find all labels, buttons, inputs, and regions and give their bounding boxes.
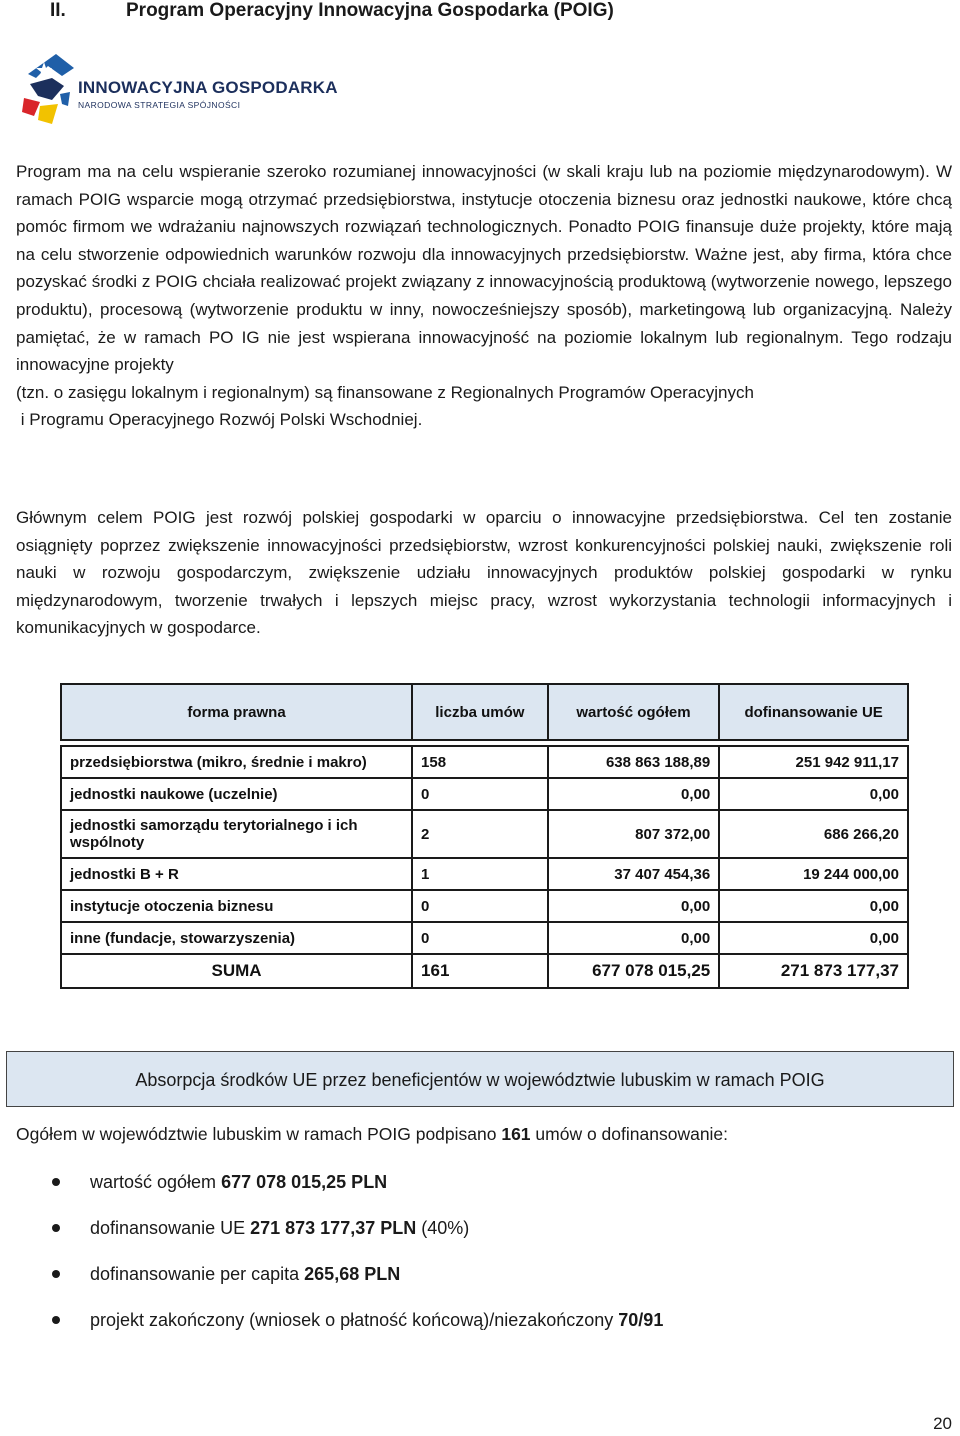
section-number: II. (50, 0, 66, 21)
table-cell: 19 244 000,00 (719, 858, 908, 890)
header-cell: dofinansowanie UE (719, 684, 908, 740)
header-cell: wartość ogółem (548, 684, 720, 740)
list-item (0, 1163, 960, 1209)
list-item (0, 1255, 960, 1301)
page-number: 20 (933, 1414, 952, 1433)
table-cell: 0 (412, 890, 548, 922)
bullet-icon (52, 1178, 60, 1186)
table-cell: 251 942 911,17 (719, 746, 908, 778)
table-cell: 0,00 (548, 890, 720, 922)
table-row (61, 858, 908, 890)
header-cell: forma prawna (61, 684, 412, 740)
table-sum-row (61, 954, 908, 988)
table-cell: 0,00 (719, 922, 908, 954)
summary-count: 161 (501, 1124, 531, 1144)
summary-line (16, 1124, 728, 1145)
table-cell: 638 863 188,89 (548, 746, 720, 778)
bullet-value: 271 873 177,37 PLN (250, 1218, 417, 1238)
logo-subtitle: NARODOWA STRATEGIA SPÓJNOŚCI (78, 100, 241, 110)
list-item (0, 1209, 960, 1255)
table-cell: 0,00 (719, 778, 908, 810)
bullet-value: 677 078 015,25 PLN (221, 1172, 388, 1192)
intro-text-3: i Programu Operacyjnego Rozwój Polski Wschodniej. (20, 410, 423, 430)
table-cell: 37 407 454,36 (548, 858, 720, 890)
logo-title: INNOWACYJNA GOSPODARKA (78, 78, 338, 97)
bullet-extra: (40%) (416, 1218, 470, 1238)
summary-suffix: umów o dofinansowanie: (530, 1124, 729, 1144)
table-cell: 0 (412, 778, 548, 810)
table-cell: 158 (412, 746, 548, 778)
section-heading (50, 0, 614, 26)
table-cell: 807 372,00 (548, 810, 720, 858)
table-cell: inne (fundacje, stowarzyszenia) (61, 922, 412, 954)
bullet-label: dofinansowanie per capita (90, 1264, 305, 1284)
sum-cell: 677 078 015,25 (548, 954, 720, 988)
list-item (0, 1301, 960, 1347)
sum-cell: 161 (412, 954, 548, 988)
table-cell: jednostki samorządu terytorialnego i ich wspólnoty (61, 810, 412, 858)
header-cell: liczba umów (412, 684, 548, 740)
table-cell: 0 (412, 922, 548, 954)
summary-prefix: Ogółem w województwie lubuskim w ramach POIG podpisano (16, 1124, 502, 1144)
absorption-section-title: Absorpcja środków UE przez beneficjentów w województwie lubuskim w ramach POIG (6, 1051, 954, 1107)
section-title: Program Operacyjny Innowacyjna Gospodarka (POIG) (126, 0, 614, 21)
bullet-icon (52, 1224, 60, 1232)
table-row (61, 778, 908, 810)
bullet-icon (52, 1316, 60, 1324)
goal-paragraph: Głównym celem POIG jest rozwój polskiej gospodarki w oparciu o innowacyjne przedsiębiorstwa. Cel ten zostanie osiągnięty poprzez zwiększenie innowacyjności przedsiębiorstw, wzrost konkurencyjności polskiej nauki, zwiększenie roli nauki w rozwoju gospodarczym, zwiększenie udziału innowacyjnych produktów polskiej gospodarki w rynku międzynarodowym, tworzenie trwałych i lepszych miejsc pracy, wzrost wykorzystania technologii informacyjnych i komunikacyjnych w gospodarce. (16, 508, 952, 638)
logo-emblem-icon (22, 54, 78, 132)
sum-label: SUMA (61, 954, 412, 988)
intro-text: Program ma na celu wspieranie szeroko rozumianej innowacyjności (w skali kraju lub na poziomie międzynarodowym). W ramach POIG wsparcie mogą otrzymać przedsiębiorstwa, instytucje otoczenia biznesu oraz jednostki naukowe, które chcą pomóc firmom we wdrażaniu najnowszych rozwiązań technologicznych. Ponadto POIG finansuje duże projekty, które mają na celu stworzenie odpowiednich warunków rozwoju dla innowacyjnych przedsiębiorstw. Ważne jest, aby firma, która chce pozyskać środki z POIG chciała realizować projekt związany z innowacyjnością produktową (wytworzenie nowego, lepszego produktu), procesową (wytworzenie produktu w inny, nowocześniejszy sposób), marketingową lub organizacyjną. Należy pamiętać, że w ramach PO IG nie jest wspierana innowacyjność na poziomie lokalnym lub regionalnym. Tego rodzaju innowacyjne projekty (16, 162, 952, 375)
contracts-table (60, 683, 909, 989)
table-cell: instytucje otoczenia biznesu (61, 890, 412, 922)
table-cell: 0,00 (719, 890, 908, 922)
intro-text-2: (tzn. o zasięgu lokalnym i regionalnym) są finansowane z Regionalnych Programów Operacyjnych (16, 382, 754, 402)
table-cell: 0,00 (548, 778, 720, 810)
bullet-icon (52, 1270, 60, 1278)
table-row (61, 810, 908, 858)
table-row (61, 922, 908, 954)
innowacyjna-gospodarka-logo (22, 54, 342, 132)
bullet-value: 70/91 (618, 1310, 664, 1330)
bullet-value: 265,68 PLN (304, 1264, 401, 1284)
table-cell: 1 (412, 858, 548, 890)
table-cell: 686 266,20 (719, 810, 908, 858)
table-cell: 2 (412, 810, 548, 858)
table-row (61, 746, 908, 778)
summary-bullets (0, 1163, 960, 1347)
table-header-row (61, 684, 908, 740)
table-row (61, 890, 908, 922)
table-cell: 0,00 (548, 922, 720, 954)
bullet-label: projekt zakończony (wniosek o płatność końcową)/niezakończony (90, 1310, 619, 1330)
table-cell: przedsiębiorstwa (mikro, średnie i makro) (61, 746, 412, 778)
table-cell: jednostki B + R (61, 858, 412, 890)
sum-cell: 271 873 177,37 (719, 954, 908, 988)
intro-paragraph (16, 158, 952, 434)
bullet-label: wartość ogółem (90, 1172, 222, 1192)
bullet-label: dofinansowanie UE (90, 1218, 251, 1238)
table-cell: jednostki naukowe (uczelnie) (61, 778, 412, 810)
